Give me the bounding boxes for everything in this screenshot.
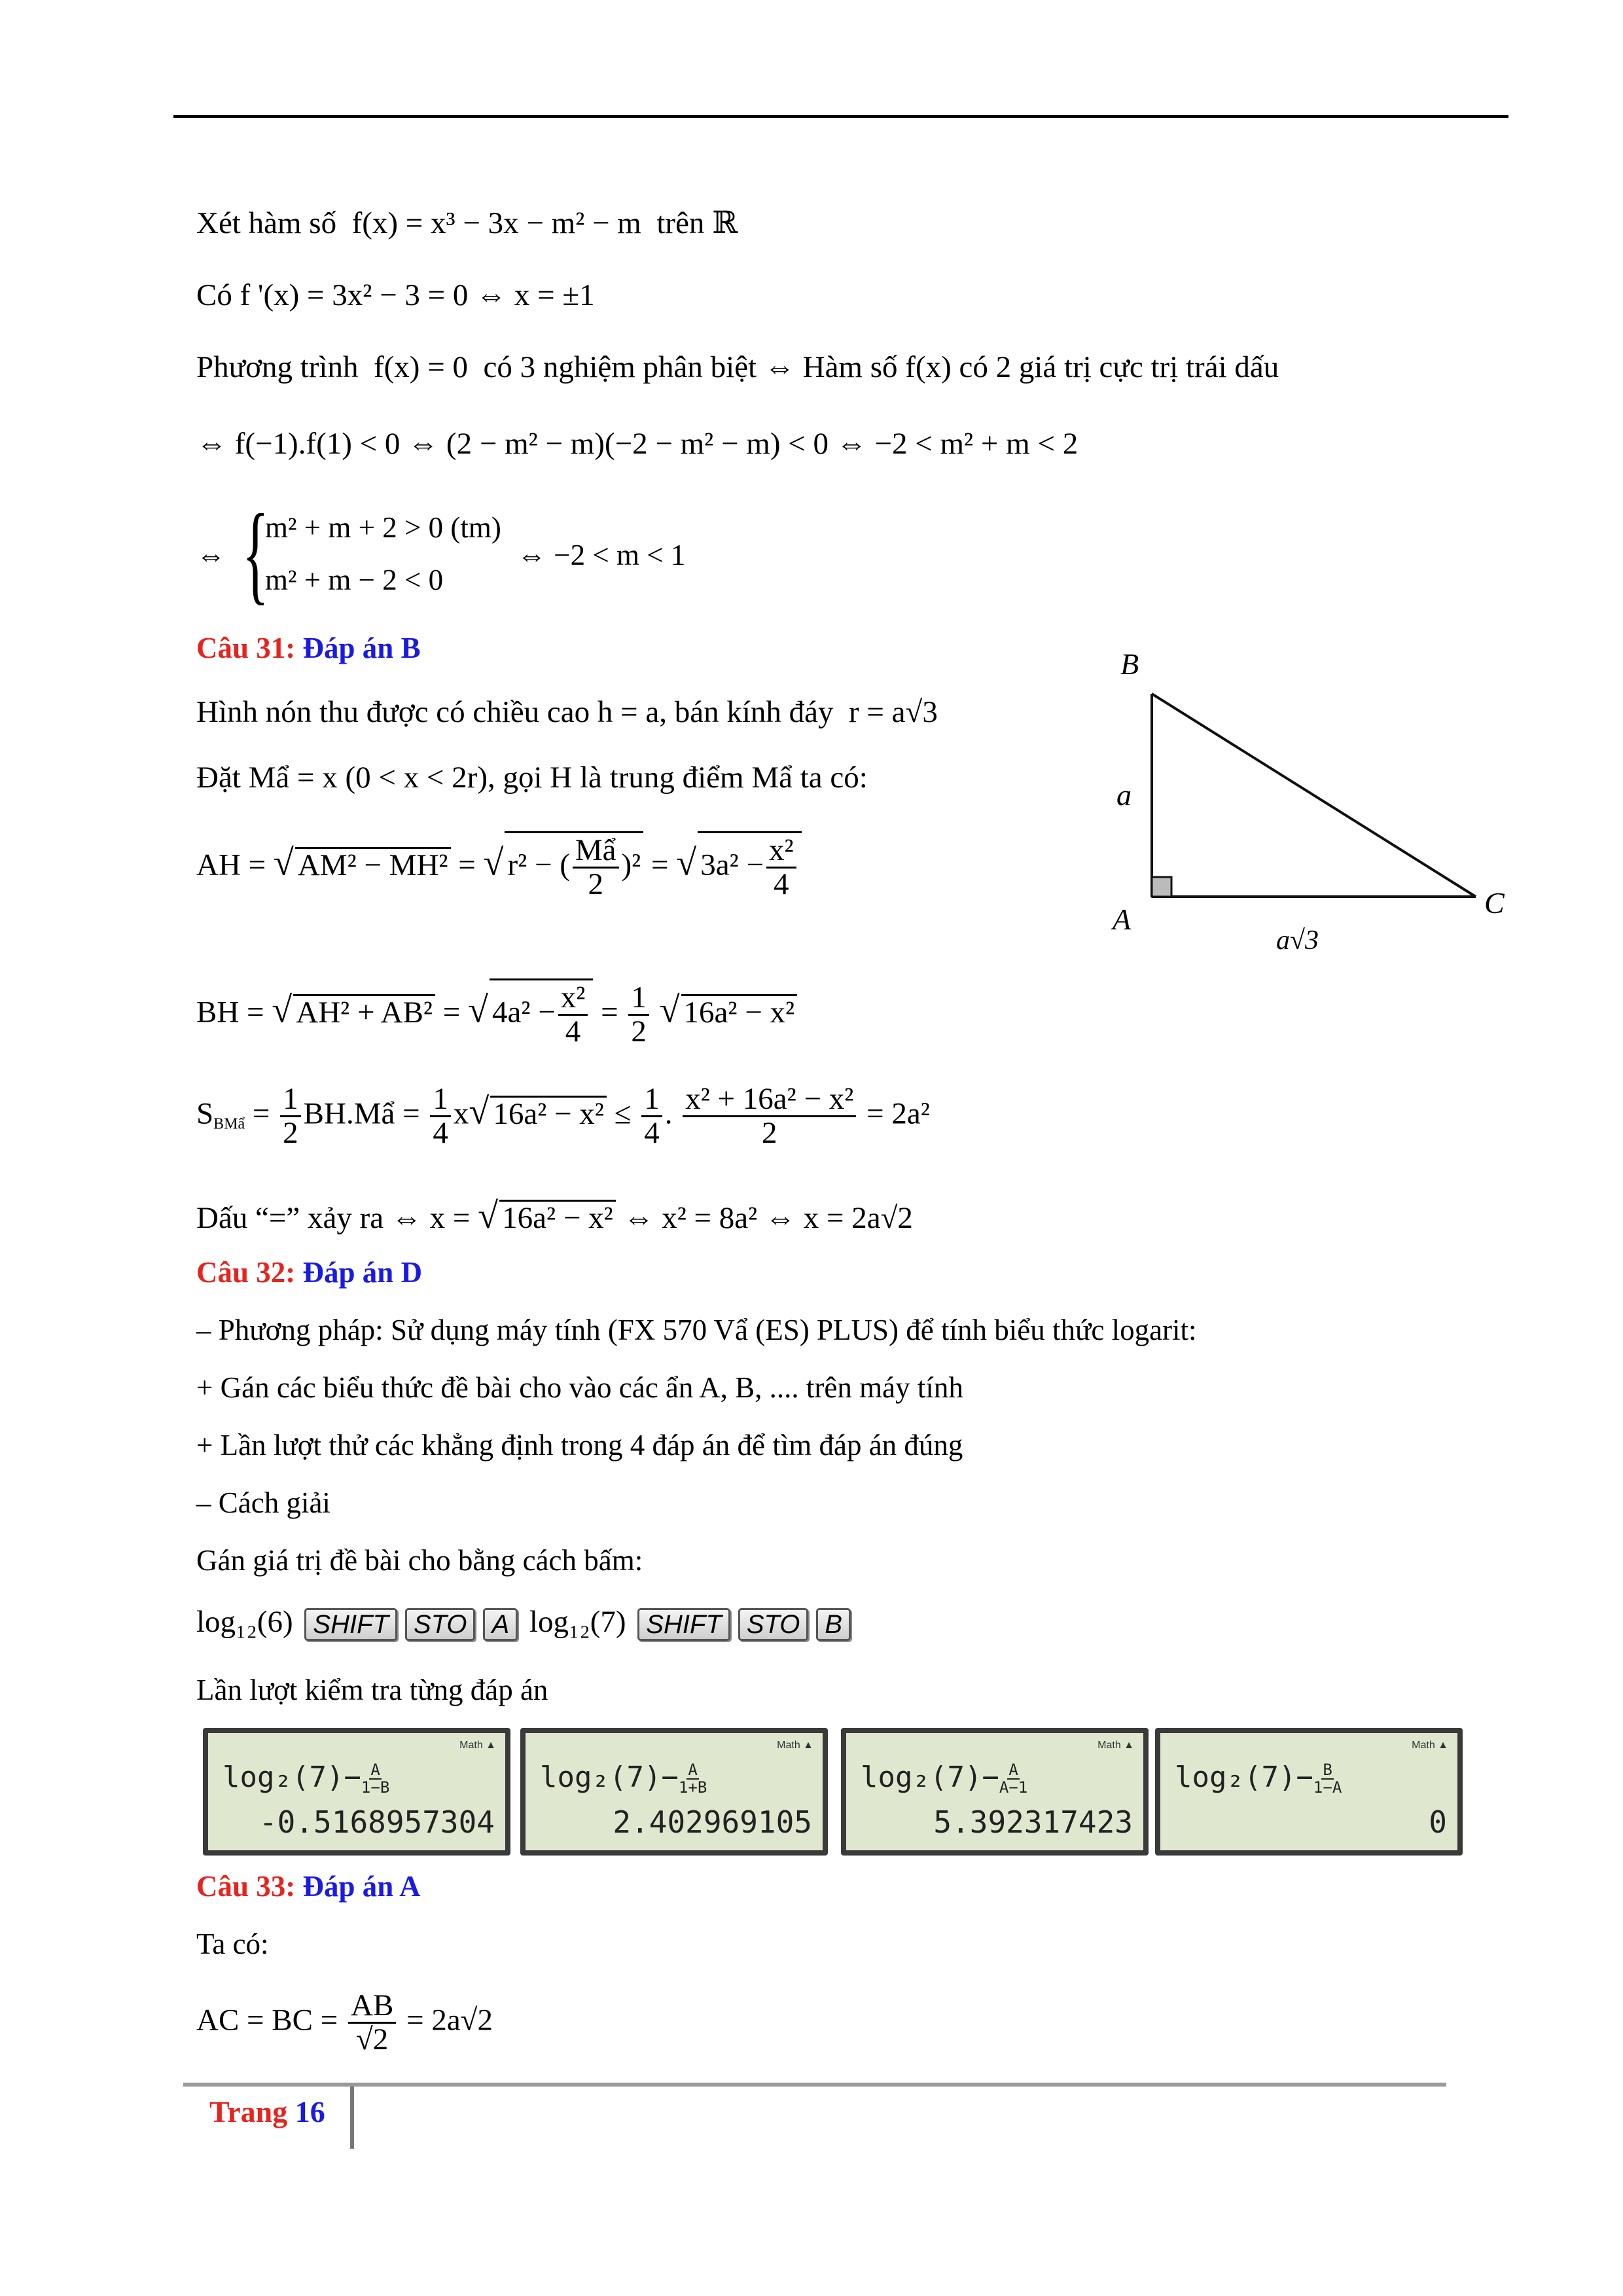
q31-label: Câu 31: — [196, 632, 296, 664]
header-rule — [173, 115, 1508, 118]
q32-answer: Đáp án D — [302, 1256, 423, 1289]
footer-rule — [183, 2083, 1446, 2087]
area-symbol: S — [196, 1096, 214, 1131]
calculator-screen-2 — [520, 1728, 828, 1856]
calc-fraction — [1313, 1762, 1342, 1796]
area-quarter-den: 4 — [433, 1116, 448, 1151]
q32-heading — [196, 1258, 422, 1287]
system-result: ⇔ −2 < m < 1 — [517, 539, 686, 571]
ah-equation: AH = √ AM² − MH² = √ r² − ( $\frac{\text{Mẩ}}{2}$ )² = √ 3a² − $\frac{\text{x²}}{4}$ — [196, 831, 802, 901]
system-of-inequalities — [196, 492, 785, 615]
intro-text: có 3 nghiệm phân biệt ⇔ Hàm số f(x) có 2 giá trị cực trị trái dấu — [483, 350, 1279, 384]
intro-text: Phương trình — [196, 350, 359, 384]
q32-line-2: + Gán các biểu thức đề bài cho vào các ẩn A, B, .... trên máy tính — [196, 1371, 963, 1404]
calc-expr-text: log₂(7)− — [861, 1761, 999, 1794]
bh-r2a: 4a² − — [492, 995, 556, 1030]
calc-expr-text: log₂(7)− — [540, 1761, 679, 1794]
calculator-screen-1 — [203, 1728, 510, 1856]
calc-expr-text: log₂(7)− — [223, 1761, 361, 1794]
area-equation: $S_{BMẩ}$ = $\frac{1}{2}$ BH.Mẩ = $\frac{1}{4}$ x√ 16a² − x² ≤ $\frac{1}{4}$ . $\frac{\text{x² + 16a² − x²}}{2}$ = 2a² — [196, 1082, 930, 1151]
q33-equation — [196, 1990, 493, 2056]
b-key: B — [816, 1608, 851, 1641]
area-mid: BH.Mẩ — [303, 1096, 395, 1131]
q31-line-2: Đặt Mẩ = x (0 < x < 2r), gọi H là trung điểm Mẩ ta có: — [196, 761, 868, 795]
system-line-2: m² + m − 2 < 0 — [265, 564, 444, 596]
bh-root-3: 16a² − x² — [681, 994, 798, 1028]
side-ab-label: a — [1116, 778, 1132, 812]
area-q2-den: 4 — [644, 1116, 660, 1151]
page-label: Trang — [209, 2095, 288, 2128]
area-half — [280, 1083, 301, 1150]
side-ac-label: a√3 — [1276, 925, 1319, 956]
calc-num: B — [1323, 1760, 1332, 1779]
a-key: A — [483, 1608, 518, 1641]
ah-frac-den: 2 — [588, 867, 603, 902]
sto-key: STO — [738, 1608, 809, 1641]
calc-result: 0 — [1429, 1804, 1447, 1840]
right-angle-marker — [1152, 877, 1171, 897]
intro-line-4: ⇔ f(−1).f(1) < 0 ⇔ (2 − m² − m)(−2 − m² − m) < 0 ⇔ −2 < m² + m < 2 — [196, 427, 1079, 461]
calc-den: A−1 — [999, 1778, 1028, 1797]
log12-6: log₁₂(6) — [196, 1605, 293, 1639]
q32-line-4: – Cách giải — [196, 1486, 330, 1519]
ah-4: 4 — [774, 867, 789, 902]
ah-root-3 — [698, 831, 801, 901]
brace-glyph: { — [242, 492, 269, 615]
calc-num: A — [688, 1760, 698, 1779]
bh-equation: BH = √ AH² + AB² = √ 4a² − $\frac{\text{x²}}{4}$ = $\frac{1}{2}$ √ 16a² − x² — [196, 978, 797, 1049]
intro-line-2: Có f '(x) = 3x² − 3 = 0 ⇔ x = ±1 — [196, 278, 595, 312]
intro-function: f(x) = x³ − 3x − m² − m — [351, 206, 641, 240]
equality-text: Dấu “=” xảy ra ⇔ x = — [196, 1201, 471, 1235]
calc-expression — [540, 1761, 707, 1796]
calc-result: 5.392317423 — [933, 1804, 1133, 1840]
area-bound-num: x² + 16a² − x² — [683, 1083, 856, 1117]
q31-heading — [196, 634, 421, 663]
q32-line-3: + Lần lượt thử các khẳng định trong 4 đáp án để tìm đáp án đúng — [196, 1429, 963, 1462]
intro-line-3 — [196, 352, 1279, 383]
calc-mode-indicator: Math ▲ — [459, 1740, 496, 1751]
q33-heading — [196, 1872, 421, 1901]
calc-result: 2.402969105 — [613, 1804, 812, 1840]
page-number — [209, 2094, 325, 2129]
calc-fraction — [999, 1762, 1027, 1796]
area-quarter-2 — [641, 1083, 662, 1150]
triangle-figure — [1099, 648, 1525, 956]
calc-expression — [223, 1761, 389, 1796]
bh-half-num: 1 — [628, 982, 649, 1016]
intro-equation: f(x) = 0 — [373, 350, 468, 384]
shift-key: SHIFT — [637, 1608, 730, 1641]
calc-expression — [861, 1761, 1027, 1796]
ah-root-1: AM² − MH² — [295, 847, 451, 881]
calc-fraction — [679, 1762, 707, 1796]
bh-root-1: AH² + AB² — [293, 994, 435, 1028]
ah-root-2 — [505, 831, 643, 901]
calculator-screen-3 — [841, 1728, 1149, 1856]
q33-lhs: AC = BC = — [196, 2003, 338, 2037]
ah-x2-frac — [766, 834, 796, 901]
ah-x2: x² — [766, 834, 796, 869]
calc-expression — [1175, 1761, 1342, 1796]
bh-x2: x² — [558, 982, 588, 1016]
q32-line-5: Gán giá trị đề bài cho bằng cách bấm: — [196, 1544, 643, 1577]
ah-lhs: AH = — [196, 848, 266, 882]
calc-den: 1+B — [678, 1778, 707, 1797]
log12-7: log₁₂(7) — [529, 1605, 626, 1639]
system-line-1: m² + m + 2 > 0 (tm) — [265, 511, 501, 544]
bh-half-den: 2 — [631, 1014, 647, 1049]
q33-label: Câu 33: — [196, 1870, 296, 1903]
vertex-a-label: A — [1113, 903, 1132, 936]
equality-root: 16a² − x² — [499, 1200, 616, 1234]
bh-half — [628, 982, 649, 1049]
area-subscript: BMẩ — [213, 1115, 245, 1133]
area-half-den: 2 — [283, 1116, 298, 1151]
intro-line-1 — [196, 208, 738, 239]
area-bound — [683, 1083, 856, 1150]
calc-mode-indicator: Math ▲ — [1412, 1740, 1448, 1751]
q33-line-1: Ta có: — [196, 1928, 269, 1960]
area-root: 16a² − x² — [490, 1096, 607, 1130]
vertex-c-label: C — [1484, 886, 1505, 920]
ah-r2b: )² — [621, 848, 641, 882]
area-quarter-num: 1 — [430, 1083, 451, 1117]
calc-fraction — [361, 1762, 389, 1796]
footer-divider — [350, 2087, 354, 2149]
calc-den: 1−A — [1313, 1778, 1342, 1797]
equality-result: ⇔ x² = 8a² ⇔ x = 2a√2 — [623, 1201, 913, 1235]
page-number-value: 16 — [294, 2095, 325, 2128]
calc-result: -0.5168957304 — [259, 1804, 495, 1840]
calc-expr-text: log₂(7)− — [1175, 1761, 1313, 1794]
area-bound-den: 2 — [762, 1116, 777, 1151]
q33-rhs: = 2a√2 — [406, 2003, 493, 2037]
ah-frac-num: Mẩ — [573, 834, 619, 869]
area-result: = 2a² — [866, 1096, 930, 1131]
ah-fraction — [573, 834, 619, 901]
q33-fraction — [348, 1990, 396, 2056]
bh-4: 4 — [565, 1014, 581, 1049]
q31-line-1 — [196, 697, 938, 728]
intro-domain: trên ℝ — [656, 206, 738, 240]
calc-mode-indicator: Math ▲ — [777, 1740, 813, 1751]
bh-lhs: BH = — [196, 995, 264, 1030]
calc-den: 1−B — [361, 1778, 390, 1797]
calculator-screen-4 — [1155, 1728, 1463, 1856]
q33-num: AB — [348, 1990, 396, 2024]
area-half-num: 1 — [280, 1083, 301, 1117]
q31-answer: Đáp án B — [302, 632, 421, 664]
bh-x2-frac — [558, 982, 588, 1049]
area-q2-num: 1 — [641, 1083, 662, 1117]
q32-label: Câu 32: — [196, 1256, 296, 1289]
q32-line-1: – Phương pháp: Sử dụng máy tính (FX 570 Vẩ (ES) PLUS) để tính biểu thức logarit: — [196, 1314, 1197, 1346]
bh-root-2 — [490, 978, 593, 1049]
intro-text: Xét hàm số — [196, 206, 337, 240]
q33-answer: Đáp án A — [302, 1870, 421, 1903]
q31-text: Hình nón thu được có chiều cao h = a, bán kính đáy — [196, 695, 834, 729]
ah-r2a: r² − ( — [507, 848, 570, 882]
area-quarter — [430, 1083, 451, 1150]
q33-den: √2 — [356, 2022, 389, 2057]
vertex-b-label: B — [1120, 648, 1139, 681]
calc-mode-indicator: Math ▲ — [1097, 1740, 1134, 1751]
shift-key: SHIFT — [304, 1608, 397, 1641]
equivalence-symbol: ⇔ — [196, 539, 226, 571]
equality-line: Dấu “=” xảy ra ⇔ x = √ 16a² − x² ⇔ x² = 8a² ⇔ x = 2a√2 — [196, 1196, 913, 1236]
q31-radius: r = a√3 — [849, 695, 938, 729]
area-x: x — [453, 1096, 469, 1131]
q32-line-6: Lần lượt kiểm tra từng đáp án — [196, 1674, 548, 1706]
ah-r3a: 3a² − — [700, 848, 764, 882]
key-sequence — [196, 1607, 855, 1641]
calc-num: A — [370, 1760, 380, 1779]
sto-key: STO — [405, 1608, 476, 1641]
calc-num: A — [1008, 1760, 1018, 1779]
